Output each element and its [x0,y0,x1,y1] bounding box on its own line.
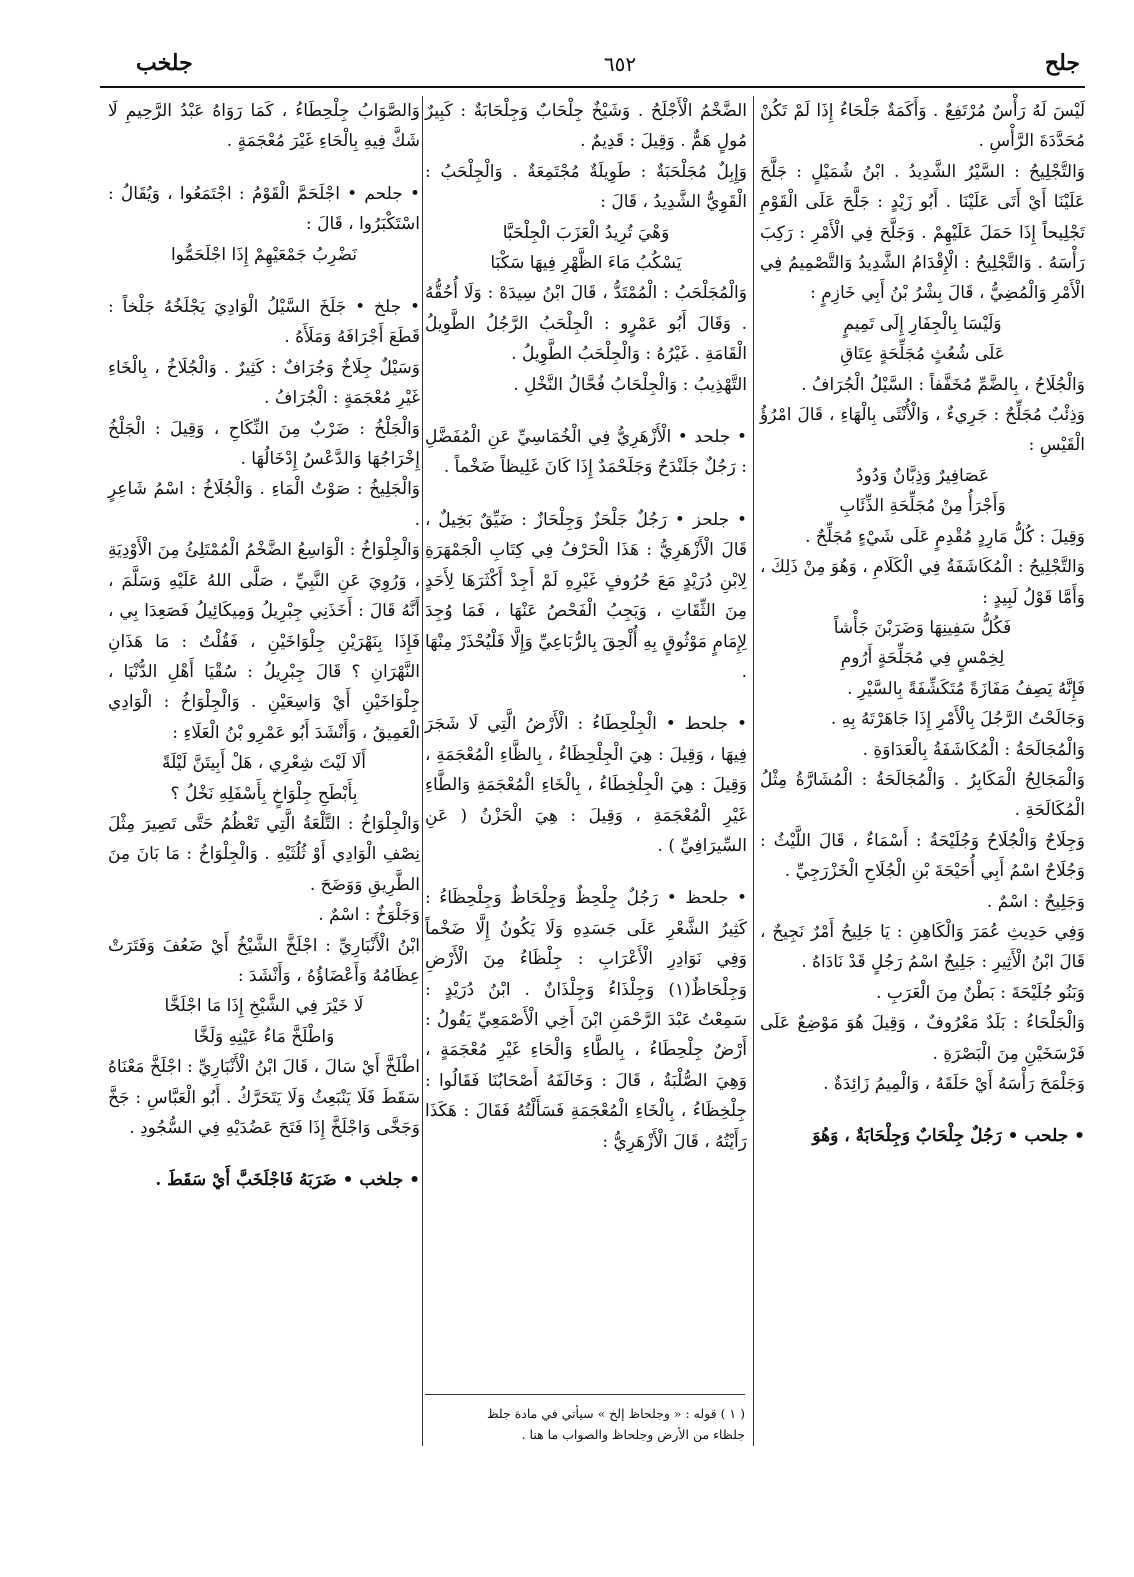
entry-text: وَالْجَلْحَاءُ : بَلَدٌ مَعْرُوفٌ ، وَقِيلَ هُوَ مَوْضِعٌ عَلَى فَرْسَخَيْنِ مِنَ الْبَصْرَةِ . [760,1013,1085,1064]
verse-line: وَاطْلَخَّ مَاءُ عَيْنِهِ وَلَخَّا [193,1026,335,1047]
verse-line: يَسْكُبُ مَاءَ الظَّهْرِ فِيهَا سَكْبَا [490,253,682,274]
verse-line: نَضْرِبُ جَمْعَيْهِمْ إِذَا اجْلَحَمُّوا [170,244,358,265]
footnote-line: جلظاء من الأرض وجلحاظ والصواب ما هنا . [521,1427,745,1442]
entry-text: وَالصَّوَابُ جِلْحِطَاءُ ، كَمَا رَوَاهُ عَبْدُ الرَّحِيمِ لَا شَكَّ فِيهِ بِالْحَاءِ غَيْرَ مُعْجَمَةٍ . [108,101,420,152]
verse-line: أَلَا لَيْتَ شِعْرِي ، هَلْ أَبِيتَنَّ لَيْلَةً [161,753,366,774]
column-divider [753,96,754,1446]
verse-line: عَلَى شُعُثٍ مُجَلِّحَةٍ عِتَاقِ [840,344,1005,365]
entry-text: وَالْجَلِيخُ : صَوْتُ الْمَاءِ . وَالْجُلَاخُ : اسْمُ شَاعِرٍ . [108,479,420,530]
entry-jalhaz: • جلحز • رَجُلٌ جَلْحَزٌ وَجِلْحَازٌ : ضَيِّقٌ بَخِيلٌ ، قَالَ الْأَزْهَرِيُّ : هَذَا الْحَرْفُ فِي كِتَابِ الْجَمْهَرَةِ لِابْنِ دُرَيْدٍ مَعَ حُرُوفٍ غَيْرِهِ لَمْ أَجِدْ أَكْثَرَهَا لِأَحَدٍ مِنَ الثِّقَاتِ ، وَيَجِبُ الْفَحْصُ عَنْهَا ، فَمَا وُجِدَ لِإِمَامٍ مَوْثُوقٍ بِهِ أُلْحِقَ بِالرُّبَاعِيِّ وَإِلَّا فَلْيُحْذَرْ مِنْهَا . [425,509,747,682]
column-middle [425,96,747,1157]
page-number: ٦٥٢ [603,52,637,76]
verse-line: بِأَبْطَحِ جِلْوَاخٍ بِأَسْفَلِهِ نَخْلُ ؟ [170,783,358,804]
footnote [425,1394,745,1445]
verse-line: لَا خَيْرَ فِي الشَّيْخِ إِذَا مَا اجْلَخَّا [164,996,364,1017]
footnote-line: ( ١ ) قوله : « وجلحاظ إلخ » سيأتي في مادة جلظ [487,1406,745,1421]
entry-text: وَالتَّجْلِيحُ : السَّيْرُ الشَّدِيدُ . ابْنُ شُمَيْلٍ : جَلَّحَ عَلَيْنَا أَيْ أَتَى عَلَيْنَا . أَبُو زَيْدٍ : جَلَّحَ عَلَى الْقَوْمِ تَجْلِيحاً إِذَا حَمَلَ عَلَيْهِمْ . وَجَلَّحَ فِي الْأَمْرِ : رَكِبَ رَأْسَهُ . وَالتَّجْلِيحُ : الْإِقْدَامُ الشَّدِيدُ وَالتَّصْمِيمُ فِي الْأَمْرِ وَالْمُضِيُّ ، قَالَ بِشْرُ بْنُ أَبِي خَازِمٍ : [760,161,1085,304]
header-rule [100,86,1085,88]
entry-jalhad: • جلحد • الْأَزْهَرِيُّ فِي الْخُمَاسِيِّ عَنِ الْمُفَضَّلِ : رَجُلٌ جَلَنْدَحٌ وَجَلَحْمَدٌ إِذَا كَانَ غَلِيظاً ضَخْماً . [425,427,747,478]
verse-line: وَأَجْرَأُ مِنْ مُجَلِّحَةِ الذِّئَابِ [839,496,1006,517]
entry-text: وَجَلْوَخٌ : اسْمٌ . [318,905,420,926]
entry-text: وَبَنُو جُلَيْحَةَ : بَطْنٌ مِنَ الْعَرَبِ . [876,982,1085,1003]
entry-text: وَالتَّجْلِيحُ : الْمُكَاشَفَةُ فِي الْكَلَامِ ، وَهُوَ مِنْ ذَلِكَ ، وَأَمَّا قَوْلُ لَبِيدٍ : [760,557,1085,608]
running-headword-left: جلخب [136,50,193,76]
entry-text: وَإِبِلٌ مُجَلْحَبَةٌ : طَوِيلَةٌ مُجْتَمِعَةٌ . وَالْجِلْحَبُ : الْقَوِيُّ الشَّدِيدُ ، قَالَ : [425,161,747,213]
entry-jalhaz2: • جلحظ • رَجُلٌ جِلْحِظٌ وَجِلْحَاظٌ وَجِلْحِظَاءُ : كَثِيرُ الشَّعْرِ عَلَى جَسَدِهِ وَلَا يَكُونُ إِلَّا ضَخْماً وَفِي نَوَادِرِ الْأَعْرَابِ : جِلْظَاءُ مِنَ الْأَرْضِ وَجِلْحَاظٌ(١) وَجِلْذَاءُ وَجِلْذَانٌ . ابْنُ دُرَيْدٍ : سَمِعْتُ عَبْدَ الرَّحْمَنِ ابْنَ أَخِي الْأَصْمَعِيِّ يَقُولُ : أَرْضٌ جِلْحِطَاءُ ، بِالطَّاءِ وَالْحَاءِ غَيْرِ مُعْجَمَةٍ ، وَهِيَ الصُّلْبَةُ ، قَالَ : وَخَالَفَهُ أَصْحَابُنَا فَقَالُوا : جِلْخِظَاءُ ، بِالْخَاءِ الْمُعْجَمَةِ فَسَأَلْتُهُ فَقَالَ : هَكَذَا رَأَيْتُهُ ، قَالَ الْأَزْهَرِيُّ : [425,888,747,1152]
entry-text: وَجَالَحْتُ الرَّجُلَ بِالْأَمْرِ إِذَا جَاهَرْتَهُ بِهِ . [830,709,1085,730]
verse-line: وَلَيْسَا بِالْجِفَارِ إِلَى تَمِيمٍ [843,313,1002,334]
entry-text: وَذِئْبٌ مُجَلِّحٌ : جَرِيءٌ ، وَالْأُنْثَى بِالْهَاءِ ، قَالَ امْرُؤُ الْقَيْسِ : [760,405,1085,456]
entry-jalham: • جلحم • اجْلَحَمَّ الْقَوْمُ : اجْتَمَعُوا ، وَيُقَالُ : اسْتَكْبَرُوا ، قَالَ : [108,183,420,235]
entry-text: الضَّخْمُ الْأَجْلَحُ . وَشَيْخٌ جِلْحَابٌ وَجِلْحَابَةٌ : كَبِيرٌ مُولٍ هَمٌّ . وَقِيلَ : قَدِيمٌ . [425,101,747,152]
entry-jalkhab: • جلخب • ضَرَبَهُ فَاجْلَخَبَّ أَيْ سَقَطَ . [155,1170,420,1191]
entry-text: وَجَلْمَحَ رَأْسَهُ أَيْ حَلَقَهُ ، وَالْمِيمُ زَائِدَةٌ . [823,1074,1085,1094]
entry-jalakh: • جلخ • جَلَخَ السَّيْلُ الْوَادِيَ يَجْلَخُهُ جَلْخاً : قَطَعَ أَجْرَافَهُ وَمَلَأَهُ . [108,297,420,348]
entry-text: وَالْجِلْوَاخُ : التَّلْعَةُ الَّتِي تَعْظُمُ حَتَّى تَصِيرَ مِثْلَ نِصْفِ الْوَادِي أَوْ ثُلُثَيْهِ . وَالْجِلْوَاخُ : مَا بَانَ مِنَ الطَّرِيقِ وَوَضَحَ . [108,813,420,895]
entry-jalhat: • جلحط • الْجِلْحِطَاءُ : الْأَرْضُ الَّتِي لَا شَجَرَ فِيهَا ، وَقِيلَ : هِيَ الْجِلْحِظَاءُ ، بِالظَّاءِ الْمُعْجَمَةِ ، وَقِيلَ : هِيَ الْجِلْخِطَاءُ ، بِالْخَاءِ الْمُعْجَمَةِ وَالطَّاءِ غَيْرِ الْمُعْجَمَةِ ، وَقِيلَ : هِيَ الْحَزْنُ ( عَنِ السِّيرَافِيِّ ) . [425,714,747,856]
entry-text: وَسَيْلٌ جِلَاخٌ وَجُرَافٌ : كَثِيرٌ . وَالْجُلَاخُ ، بِالْخَاءِ غَيْرِ مُعْجَمَةٍ : الْجُرَافُ . [108,357,420,409]
entry-text: التَّهْذِيبُ : وَالْجِلْحَابُ فُحَّالُ النَّخْلِ . [513,374,747,395]
column-left [108,96,420,1196]
entry-text: فَإِنَّهُ يَصِفُ مَفَازَةً مُتَكَشِّفَةً بِالسَّيْرِ . [847,678,1085,699]
entry-text: وَالْجِلْوَاخُ : الْوَاسِعُ الضَّخْمُ الْمُمْتَلِئُ مِنَ الْأَوْدِيَةِ ، وَرُوِيَ عَنِ النَّبِيِّ ، صَلَّى اللهُ عَلَيْهِ وَسَلَّمَ ، أَنَّهُ قَالَ : أَخَذَنِي جِبْرِيلُ وَمِيكَائِيلُ فَصَعِدَا بِي ، فَإِذَا بِنَهْرَيْنِ جِلْوَاخَيْنِ ، فَقُلْتُ : مَا هَذَانِ النَّهْرَانِ ؟ قَالَ جِبْرِيلُ : سُقْيَا أَهْلِ الدُّنْيَا ، جِلْوَاخَيْنِ أَيْ وَاسِعَيْنِ . وَالْجِلْوَاخُ : الْوَادِي الْعَمِيقُ ، وَأَنْشَدَ أَبُو عَمْرِو بْنُ الْعَلَاءِ : [108,540,420,743]
entry-text: وَجَلِيحٌ : اسْمٌ . [986,891,1085,912]
page-header [120,44,1080,84]
column-right [760,96,1085,1152]
entry-text: وَالْمَجَالِحُ الْمَكَابِرُ . وَالْمُجَالَحَةُ : الْمُشَارَّةُ مِثْلُ الْمُكَالَحَةِ . [760,769,1085,821]
entry-headword-jalhab: • جلحب • رَجُلٌ جِلْحَابٌ وَجِلْحَابَةٌ ، وَهُوَ [812,1126,1085,1147]
entry-text: وَفِي حَدِيثِ عُمَرَ وَالْكَاهِنِ : يَا جَلِيحُ أَمْرٌ نَجِيحٌ ، قَالَ ابْنُ الْأَثِيرِ : جَلِيحٌ اسْمُ رَجُلٍ قَدْ نَادَاهُ . [760,921,1085,973]
entry-text: وَقِيلَ : كُلُّ مَارِدٍ مُقْدِمٍ عَلَى شَيْءٍ مُجَلِّحٌ . [805,526,1085,547]
entry-text: اطْلَخَّ أَيْ سَالَ ، قَالَ ابْنُ الْأَنْبَارِيِّ : اجْلَخَّ مَعْنَاهُ سَقَطَ فَلَا يَنْبَعِثُ وَلَا يَتَحَرَّكُ . أَبُو الْعَبَّاسِ : جَخَّ وَجَخَّى وَاجْلَخَّ إِذَا فَتَحَ عَضُدَيْهِ فِي السُّجُودِ . [108,1057,420,1138]
running-headword-right: جلح [1044,50,1080,76]
verse-line: عَصَافِيرٌ وَذِبَّانٌ وَدُودٌ [855,465,990,486]
verse-line: وَهْيَ تُرِيدُ الْعَزَبَ الْجِلْحَبَّا [502,222,670,243]
entry-text: وَالْجُلَاحُ ، بِالضَّمِّ مُخَفَّفاً : السَّيْلُ الْجُرَافُ . [801,374,1085,395]
entry-text: ابْنُ الْأَنْبَارِيِّ : اجْلَخَّ الشَّيْخُ أَيْ ضَعُفَ وَفَتَرَتْ عِظَامُهُ وَأَعْضَاؤُهُ ، وَأَنْشَدَ : [108,935,420,986]
entry-text: وَالْمُجَالَحَةُ : الْمُكَاشَفَةُ بِالْعَدَاوَةِ . [862,739,1085,760]
entry-text: وَالْجَلْخُ : ضَرْبٌ مِنَ النِّكَاحِ ، وَقِيلَ : الْجَلْخُ إِخْرَاجُهَا وَالدَّعْسُ إِدْخَالُهَا . [108,418,420,470]
entry-text: وَالْمُجَلْحَبُ : الْمُمْتَدُّ ، قَالَ ابْنُ سِيدَهْ : وَلَا أُحُقُّهُ . وَقَالَ أَبُو عَمْرٍو : الْجِلْحَبُ الرَّجُلُ الطَّوِيلُ الْقَامَةِ . غَيْرُهُ : وَالْجِلْحَبُ الطَّوِيلُ . [425,283,747,365]
verse-line: فَكُلُّ سَفِينِهَا وَضَرَبْنَ جَأْشاً [833,617,1012,638]
entry-text: وَجِلَاحٌ وَالْجُلَاحُ وَجُلَيْحَةُ : أَسْمَاءٌ ، قَالَ اللَّيْثُ : وَجُلَاحٌ اسْمُ أَبِي أُحَيْحَةَ بْنِ الْجُلَاحِ الْخَزْرَجِيِّ . [760,830,1085,882]
entry-text: لَيْسَ لَهُ رَأْسٌ مُرْتَفِعٌ . وَأَكَمَةٌ جَلْحَاءُ إِذَا لَمْ تَكُنْ مُحَدَّدَةَ الرَّأْسِ . [760,101,1085,152]
verse-line: لِخِمْسٍ فِي مُجَلِّحَةٍ أَرُومِ [840,648,1005,669]
column-divider [422,96,423,1446]
